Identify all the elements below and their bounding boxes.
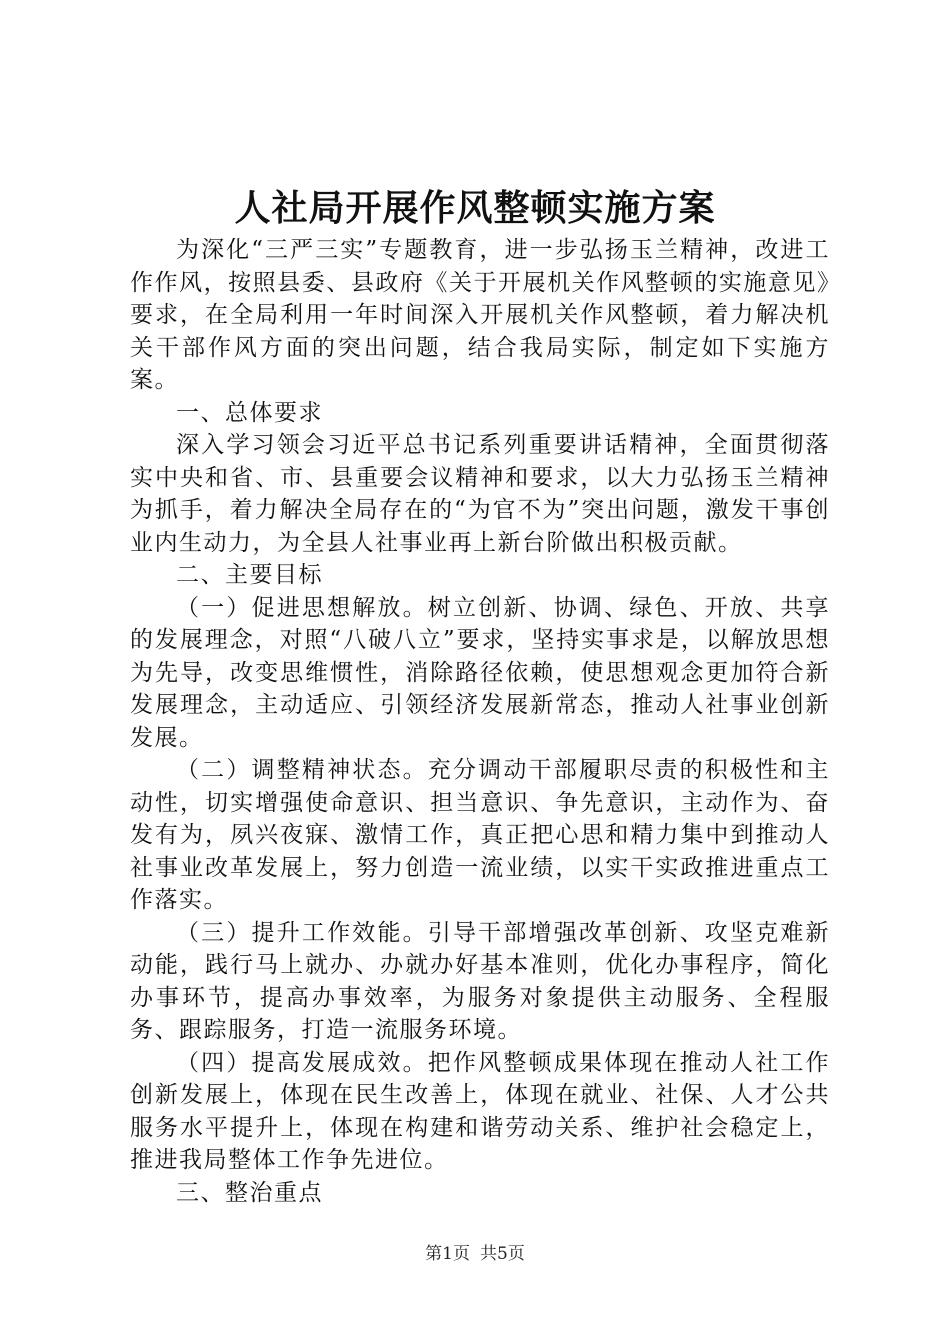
goal-paragraph-4: （四）提高发展成效。把作风整顿成果体现在推动人社工作创新发展上，体现在民生改善上，体现在就业、社保、人才公共服务水平提升上，体现在构建和谐劳动关系、维护社会稳定上，推进我局整体工作争先进位。 bbox=[130, 1049, 830, 1173]
overall-requirements-paragraph: 深入学习领会习近平总书记系列重要讲话精神，全面贯彻落实中央和省、市、县重要会议精神和要求，以大力弘扬玉兰精神为抓手，着力解决全局存在的“为官不为”突出问题，激发干事创业内生动力，为全县人社事业再上新台阶做出积极贡献。 bbox=[130, 432, 830, 556]
document-body bbox=[130, 234, 830, 1209]
section-heading-main-goals: 二、主要目标 bbox=[176, 562, 323, 588]
document-title: 人社局开展作风整顿实施方案 bbox=[234, 187, 716, 229]
page-total: 共5页 bbox=[480, 1244, 525, 1264]
intro-paragraph: 为深化“三严三实”专题教育，进一步弘扬玉兰精神，改进工作作风，按照县委、县政府《关于开展机关作风整顿的实施意见》要求，在全局利用一年时间深入开展机关作风整顿，着力解决机关干部作风方面的突出问题，结合我局实际，制定如下实施方案。 bbox=[130, 237, 830, 393]
section-heading-rectification-focus: 三、整治重点 bbox=[176, 1179, 323, 1206]
goal-paragraph-1: （一）促进思想解放。树立创新、协调、绿色、开放、共享的发展理念，对照“八破八立”要求，坚持实事求是，以解放思想为先导，改变思维惯性，消除路径依赖，使思想观念更加符合新发展理念，主动适应、引领经济发展新常态，推动人社事业创新发展。 bbox=[130, 594, 830, 751]
page-number: 第1页 bbox=[425, 1244, 470, 1264]
goal-paragraph-2: （二）调整精神状态。充分调动干部履职尽责的积极性和主动性，切实增强使命意识、担当意识、争先意识，主动作为、奋发有为，夙兴夜寐、激情工作，真正把心思和精力集中到推动人社事业改革发展上，努力创造一流业绩，以实干实政推进重点工作落实。 bbox=[130, 757, 830, 913]
page-footer bbox=[0, 1242, 950, 1266]
goal-paragraph-3: （三）提升工作效能。引导干部增强改革创新、攻坚克难新动能，践行马上就办、办就办好基本准则，优化办事程序，简化办事环节，提高办事效率，为服务对象提供主动服务、全程服务、跟踪服务，打造一流服务环境。 bbox=[130, 919, 830, 1043]
section-heading-overall-requirements: 一、总体要求 bbox=[176, 399, 323, 426]
